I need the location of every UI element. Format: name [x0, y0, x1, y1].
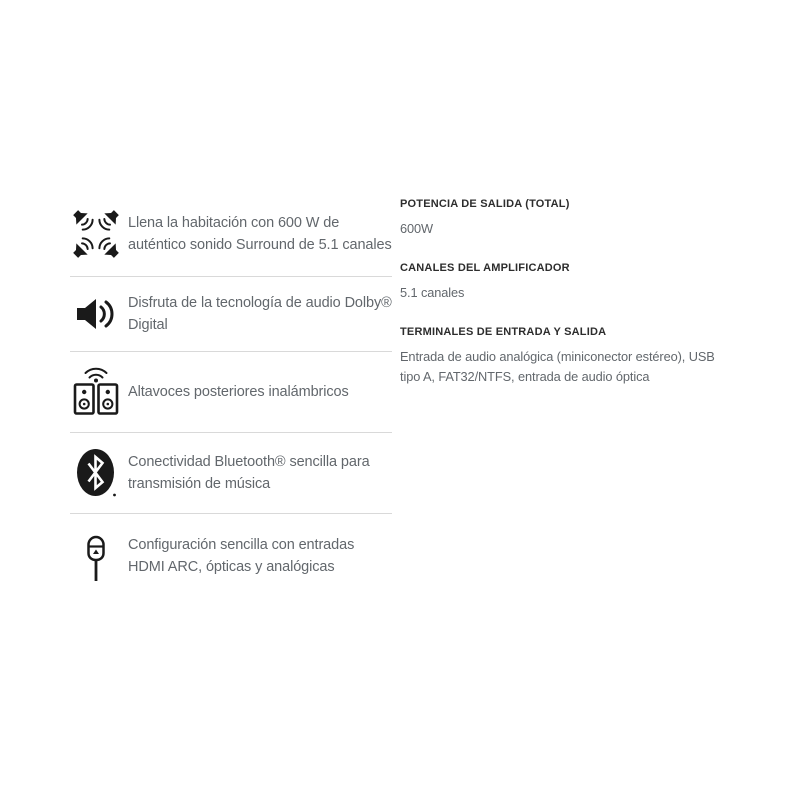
spec-amp-channels — [400, 262, 735, 303]
spec-output-power — [400, 198, 735, 239]
feature-text: Llena la habitación con 600 W de auténtico sonido Surround de 5.1 canales — [128, 215, 392, 253]
feature-text: Disfruta de la tecnología de audio Dolby® Digital — [128, 295, 392, 333]
cable-plug-icon — [70, 529, 122, 583]
spec-label: CANALES DEL AMPLIFICADOR — [400, 262, 570, 274]
spec-label: TERMINALES DE ENTRADA Y SALIDA — [400, 326, 607, 338]
feature-text: Configuración sencilla con entradas HDMI ARC, ópticas y analógicas — [128, 537, 355, 575]
feature-row-cable — [70, 514, 392, 598]
spec-value: Entrada de audio analógica (miniconector estéreo), USB tipo A, FAT32/NTFS, entrada de audio óptica — [400, 349, 715, 384]
feature-text: Altavoces posteriores inalámbricos — [128, 384, 349, 400]
spec-value: 5.1 canales — [400, 285, 465, 300]
feature-row-surround — [70, 192, 392, 277]
feature-row-wireless-speakers — [70, 352, 392, 433]
spec-io-terminals — [400, 326, 735, 387]
surround-sound-icon — [70, 207, 122, 261]
spec-value: 600W — [400, 221, 434, 236]
bluetooth-icon — [70, 448, 122, 498]
spec-label: POTENCIA DE SALIDA (TOTAL) — [400, 198, 570, 210]
speaker-volume-icon — [70, 297, 122, 331]
feature-text: Conectividad Bluetooth® sencilla para transmisión de música — [128, 454, 370, 492]
spec-list — [400, 192, 735, 410]
feature-row-bluetooth — [70, 433, 392, 514]
wireless-speakers-icon — [70, 367, 122, 417]
feature-row-dolby — [70, 277, 392, 352]
feature-list — [70, 192, 392, 598]
